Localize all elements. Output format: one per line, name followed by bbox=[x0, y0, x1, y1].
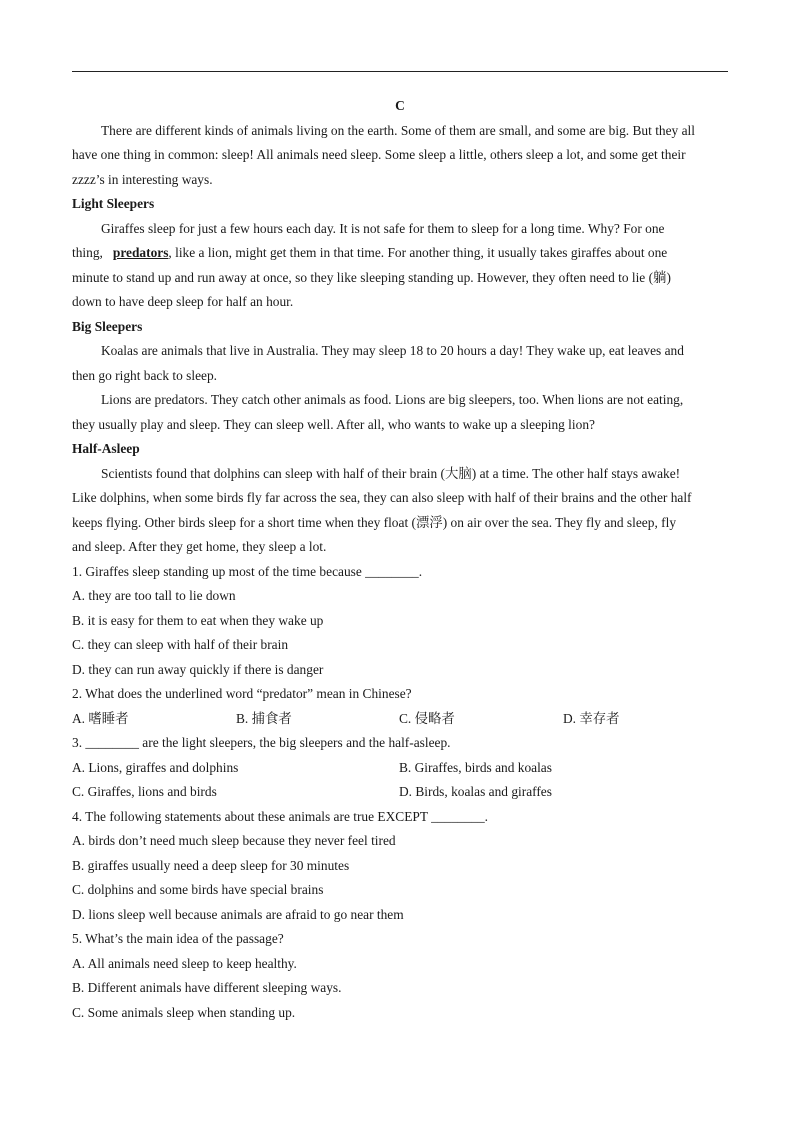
paragraph-line: minute to stand up and run away at once, so they like sleeping standing up. However, they often need to lie (躺) bbox=[72, 269, 671, 285]
question-option: C. 侵略者 bbox=[399, 710, 455, 726]
question-option: B. it is easy for them to eat when they wake up bbox=[72, 612, 324, 628]
paragraph-line: they usually play and sleep. They can sleep well. After all, who wants to wake up a sleeping lion? bbox=[72, 416, 595, 432]
paragraph-line: down to have deep sleep for half an hour. bbox=[72, 294, 294, 309]
paragraph-line: and sleep. After they get home, they sleep a lot. bbox=[72, 539, 327, 554]
heading-big-sleepers: Big Sleepers bbox=[72, 318, 143, 334]
question-option: A. 嗜睡者 bbox=[72, 710, 129, 726]
question-3-options-row bbox=[72, 780, 728, 805]
question-1-stem: 1. Giraffes sleep standing up most of the time because ________. bbox=[72, 563, 423, 579]
intro-line: have one thing in common: sleep! All animals need sleep. Some sleep a little, others sleep a lot, and some get their bbox=[72, 147, 686, 162]
question-5-stem: 5. What’s the main idea of the passage? bbox=[72, 931, 284, 946]
paragraph-line: Lions are predators. They catch other animals as food. Lions are big sleepers, too. When lions are not eating, bbox=[101, 392, 684, 407]
paragraph-line: Scientists found that dolphins can sleep with half of their brain (大脑) at a time. The other half stays awake! bbox=[101, 465, 681, 481]
question-option: B. Giraffes, birds and koalas bbox=[399, 759, 552, 775]
question-2-options bbox=[72, 707, 728, 732]
question-option: A. All animals need sleep to keep healthy. bbox=[72, 955, 297, 971]
question-option: D. Birds, koalas and giraffes bbox=[399, 784, 552, 799]
question-option: D. 幸存者 bbox=[563, 710, 620, 726]
text-fragment: , like a lion, might get them in that time. For another thing, it usually takes giraffes about one bbox=[168, 245, 668, 260]
text-fragment: thing, bbox=[72, 245, 103, 260]
section-letter: C bbox=[395, 98, 405, 113]
paragraph-line: Giraffes sleep for just a few hours each day. It is not safe for them to sleep for a long time. Why? For one bbox=[101, 220, 665, 236]
heading-light-sleepers: Light Sleepers bbox=[72, 196, 155, 211]
question-4-stem: 4. The following statements about these animals are true EXCEPT ________. bbox=[72, 808, 489, 824]
paragraph-line bbox=[72, 241, 728, 266]
paragraph-line: then go right back to sleep. bbox=[72, 367, 218, 383]
question-option: C. dolphins and some birds have special brains bbox=[72, 882, 324, 897]
underlined-word-predators: predators bbox=[112, 245, 169, 260]
question-option: C. they can sleep with half of their brain bbox=[72, 637, 289, 652]
heading-half-asleep: Half-Asleep bbox=[72, 441, 140, 456]
intro-line: There are different kinds of animals living on the earth. Some of them are small, and some are big. But they all bbox=[101, 122, 695, 138]
question-option: C. Giraffes, lions and birds bbox=[72, 784, 217, 799]
paragraph-line: keeps flying. Other birds sleep for a short time when they float (漂浮) on air over the sea. They fly and sleep, fly bbox=[72, 514, 677, 530]
question-option: B. 捕食者 bbox=[236, 710, 292, 726]
question-option: A. they are too tall to lie down bbox=[72, 588, 236, 603]
intro-line: zzzz’s in interesting ways. bbox=[72, 171, 213, 187]
header-rule bbox=[72, 71, 728, 72]
question-option: D. lions sleep well because animals are afraid to go near them bbox=[72, 906, 404, 922]
question-option: D. they can run away quickly if there is danger bbox=[72, 661, 324, 677]
question-3-stem: 3. ________ are the light sleepers, the big sleepers and the half-asleep. bbox=[72, 735, 451, 750]
question-option: B. Different animals have different sleeping ways. bbox=[72, 980, 342, 995]
paragraph-line: Koalas are animals that live in Australia. They may sleep 18 to 20 hours a day! They wake up, eat leaves and bbox=[101, 343, 684, 358]
question-option: C. Some animals sleep when standing up. bbox=[72, 1004, 296, 1020]
question-option: A. birds don’t need much sleep because they never feel tired bbox=[72, 833, 396, 848]
question-3-options-row bbox=[72, 756, 728, 781]
question-option: A. Lions, giraffes and dolphins bbox=[72, 759, 239, 775]
question-option: B. giraffes usually need a deep sleep for 30 minutes bbox=[72, 857, 350, 873]
question-2-stem: 2. What does the underlined word “predator” mean in Chinese? bbox=[72, 686, 412, 701]
paragraph-line: Like dolphins, when some birds fly far across the sea, they can also sleep with half of their brains and the other half bbox=[72, 490, 692, 505]
reading-passage bbox=[72, 94, 728, 1025]
